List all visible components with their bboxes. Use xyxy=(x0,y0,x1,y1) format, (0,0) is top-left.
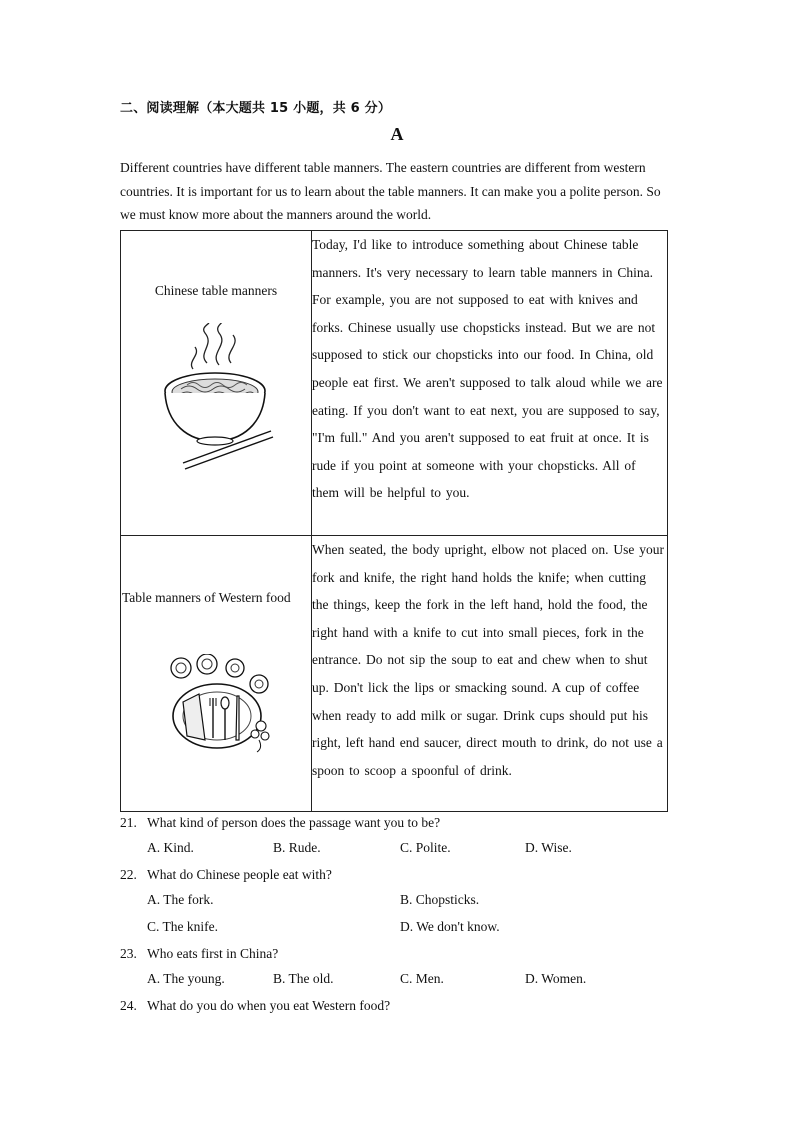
question-number: 21. xyxy=(120,815,137,830)
question-24 xyxy=(120,998,390,1014)
q23-option-c[interactable]: C. Men. xyxy=(400,971,444,986)
western-place-setting-icon xyxy=(165,654,275,754)
q21-option-b[interactable]: B. Rude. xyxy=(273,840,321,855)
q21-option-d[interactable]: D. Wise. xyxy=(525,840,572,855)
q22-option-a[interactable]: A. The fork. xyxy=(147,892,214,907)
chinese-left-cell xyxy=(121,231,312,536)
question-21 xyxy=(120,815,440,831)
noodle-bowl-icon xyxy=(157,323,277,473)
question-text: What do you do when you eat Western food? xyxy=(147,998,391,1013)
q23-option-a[interactable]: A. The young. xyxy=(147,971,225,986)
q23-option-b[interactable]: B. The old. xyxy=(273,971,334,986)
intro-paragraph: Different countries have different table manners. The eastern countries are different from western countries. It is important for us to learn about the table manners. It can make you a polite person. So we must know more about the manners around the world. xyxy=(120,160,661,222)
question-text: What do Chinese people eat with? xyxy=(147,867,332,882)
western-manners-text: When seated, the body upright, elbow not placed on. Use your fork and knife, the right hand holds the knife; when cutting the things, keep the fork in the left hand, hold the food, the right hand with a knife to cut into small pieces, fork in the entrance. Do not sip the soup to eat and chew when to shut up. Don't lick the lips or smacking sound. A cup of coffee when ready to add milk or sugar. Drink cups should put his right, left hand end saucer, direct mouth to drink, do not use a spoon to scoop a spoonful of drink. xyxy=(312,536,668,812)
q22-option-d[interactable]: D. We don't know. xyxy=(400,919,500,934)
chinese-manners-text: Today, I'd like to introduce something about Chinese table manners. It's very necessary to learn table manners in China. For example, you are not supposed to eat with knives and forks. Chinese usually use chopsticks instead. But we are not supposed to stick our chopsticks into our food. In China, old people eat first. We aren't supposed to talk aloud while we are eating. If you don't want to eat next, you are supposed to say, "I'm full." And you aren't supposed to eat fruit at once. It is rude if you point at someone with your chopsticks. All of them will be helpful to you. xyxy=(312,231,668,536)
question-number: 22. xyxy=(120,867,137,882)
question-number: 24. xyxy=(120,998,137,1013)
q22-option-b[interactable]: B. Chopsticks. xyxy=(400,892,480,907)
section-heading: 二、阅读理解（本大题共 15 小题，共 6 分） xyxy=(120,101,392,116)
passage-letter: A xyxy=(390,124,404,144)
q21-option-a[interactable]: A. Kind. xyxy=(147,840,194,855)
manners-table xyxy=(120,230,668,812)
western-title: Table manners of Western food xyxy=(122,590,291,605)
western-left-cell xyxy=(121,536,312,812)
q21-option-c[interactable]: C. Polite. xyxy=(400,840,451,855)
q22-option-c[interactable]: C. The knife. xyxy=(147,919,218,934)
table-row-chinese xyxy=(121,231,668,536)
question-number: 23. xyxy=(120,946,137,961)
question-text: Who eats first in China? xyxy=(147,946,279,961)
q23-option-d[interactable]: D. Women. xyxy=(525,971,587,986)
table-row-western xyxy=(121,536,668,812)
question-text: What kind of person does the passage want you to be? xyxy=(147,815,441,830)
question-23 xyxy=(120,946,278,962)
question-22 xyxy=(120,867,332,883)
chinese-title: Chinese table manners xyxy=(154,283,278,298)
